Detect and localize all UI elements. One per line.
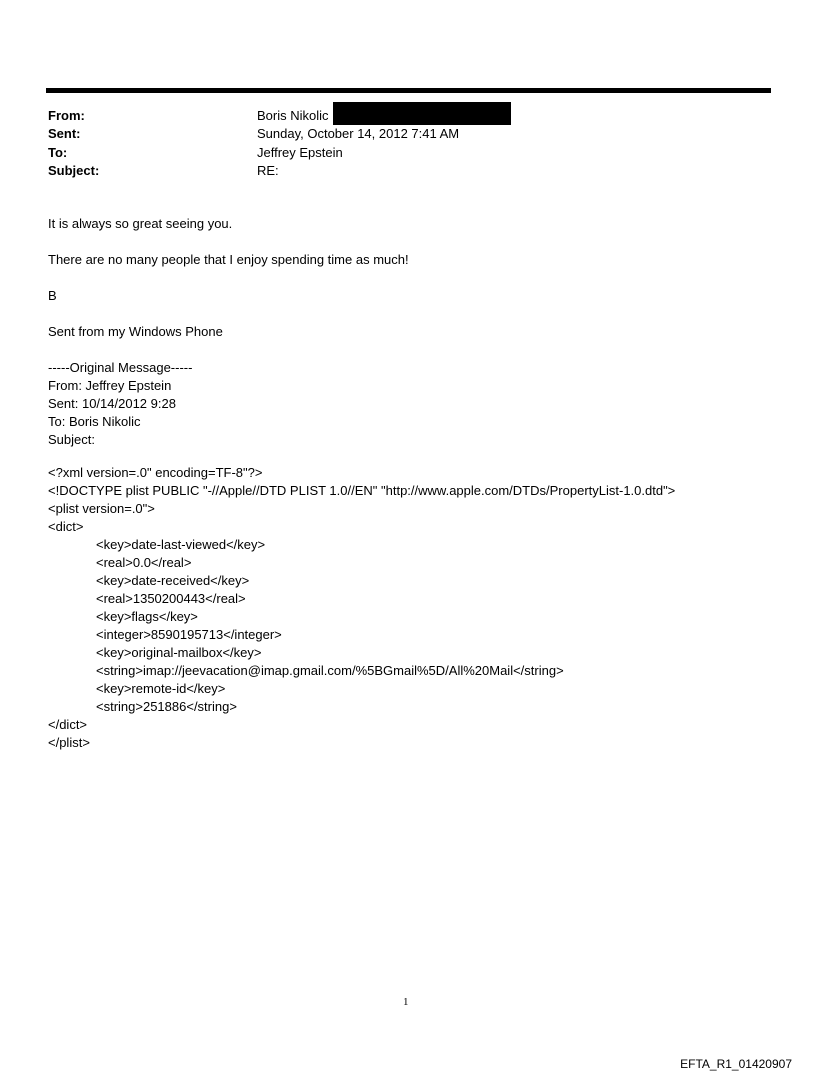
original-separator: -----Original Message----- [48,360,193,375]
from-value: Boris Nikolic [257,108,329,123]
xml-line: <plist version=.0"> [48,501,155,516]
from-label: From: [48,108,85,123]
xml-line: </dict> [48,717,88,732]
xml-line: </plist> [48,735,90,750]
original-from: From: Jeffrey Epstein [48,378,172,393]
to-value: Jeffrey Epstein [257,145,343,160]
from-value-wrap [257,107,511,125]
xml-line: <real>0.0</real> [96,555,192,570]
xml-line: <?xml version=.0" encoding=TF-8"?> [48,465,263,480]
body-line-1: It is always so great seeing you. [48,216,233,231]
to-label: To: [48,145,68,160]
xml-line: <dict> [48,519,84,534]
page-number: 1 [403,996,409,1008]
xml-line: <real>1350200443</real> [96,591,246,606]
xml-line: <string>imap://jeevacation@imap.gmail.com/%5BGmail%5D/All%20Mail</string> [96,663,564,678]
header-rule [46,88,771,93]
sent-label: Sent: [48,126,81,141]
xml-plist-block [48,464,675,752]
xml-line: <!DOCTYPE plist PUBLIC "-//Apple//DTD PLIST 1.0//EN" "http://www.apple.com/DTDs/PropertyList-1.0.dtd"> [48,483,676,498]
subject-label: Subject: [48,163,100,178]
body-line-2: There are no many people that I enjoy spending time as much! [48,252,409,267]
sent-from-line: Sent from my Windows Phone [48,324,223,339]
bates-number: EFTA_R1_01420907 [680,1057,792,1071]
xml-line: <string>251886</string> [96,699,237,714]
xml-line: <key>remote-id</key> [96,681,226,696]
original-sent: Sent: 10/14/2012 9:28 [48,396,176,411]
xml-line: <key>date-received</key> [96,573,250,588]
original-to: To: Boris Nikolic [48,414,141,429]
subject-value: RE: [257,163,279,178]
xml-line: <key>date-last-viewed</key> [96,537,266,552]
xml-line: <key>flags</key> [96,609,198,624]
xml-line: <key>original-mailbox</key> [96,645,262,660]
xml-line: <integer>8590195713</integer> [96,627,282,642]
signature: B [48,288,57,303]
original-subject: Subject: [48,432,95,447]
sent-value: Sunday, October 14, 2012 7:41 AM [257,126,460,141]
redaction-block [333,102,511,125]
